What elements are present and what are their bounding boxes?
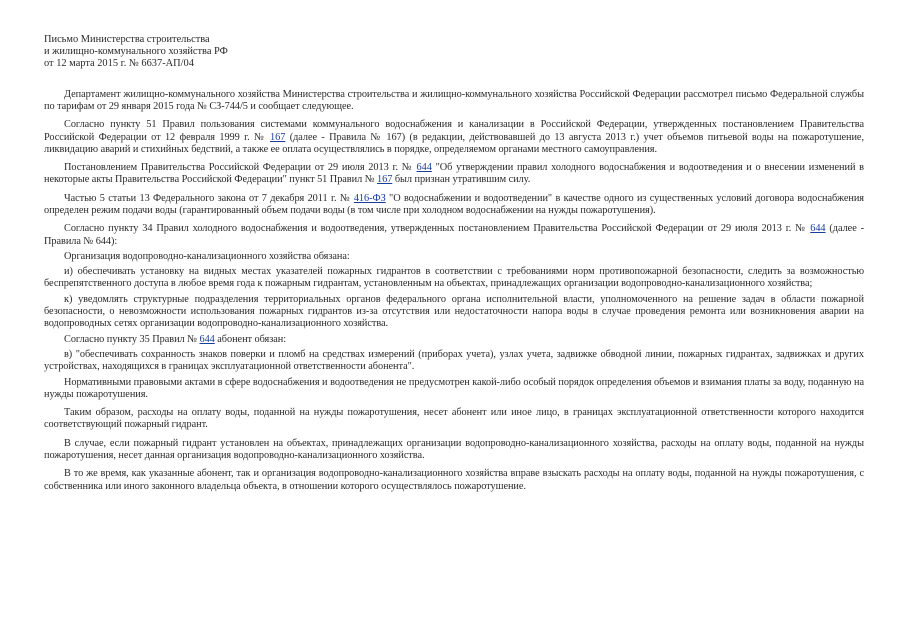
paragraph-2-text-a: Согласно пункту 51 Правил пользования системами коммунального водоснабжения и канализации в Российской Федерации, утвержденных постановлением Правительства Российской Федерации от 12 февраля 1999 г. №: [44, 119, 864, 143]
link-rules-644-p34[interactable]: 644: [810, 223, 826, 235]
paragraph-6: Организация водопроводно-канализационного хозяйства обязана:: [64, 250, 350, 262]
paragraph-4-text-a: Частью 5 статьи 13 Федерального закона от 7 декабря 2011 г. №: [64, 192, 354, 204]
paragraph-7: и) обеспечивать установку на видных местах указателей пожарных гидрантов в соответствии с требованиями норм противопожарной безопасности, следить за возможностью беспрепятственного доступа в любое время года к пожарным гидрантам, установленным на объектах, принадлежащих организации водопроводно-канализационного хозяйства;: [44, 266, 864, 290]
letter-header: [44, 34, 864, 71]
paragraph-4-text-b: "О водоснабжении и водоотведении" в качестве одного из существенных условий договора водоснабжения определен режим подачи воды (гарантированный объем подачи воды (в том числе при холодном водоснабжении на нужды пожаротушения).: [44, 192, 864, 216]
header-line-1: Письмо Министерства строительства: [44, 34, 210, 45]
paragraph-3: [44, 162, 864, 187]
paragraph-12: Таким образом, расходы на оплату воды, поданной на нужды пожаротушения, несет абонент или иное лицо, в границах эксплуатационной ответственности которого находится соответствующий пожарный гидрант.: [44, 407, 864, 431]
paragraph-5-text-b: (далее - Правила № 644):: [44, 223, 864, 247]
header-line-3: от 12 марта 2015 г. № 6637-АП/04: [44, 58, 194, 70]
paragraph-3-text-c: был признан утратившим силу.: [392, 174, 531, 186]
paragraph-8: к) уведомлять структурные подразделения территориальных органов федерального органа исполнительной власти, уполномоченного на решение задач в области пожарной безопасности, о невозможности использования пожарных гидрантов из-за отсутствия или недостаточности напора воды в случае проведения ремонта или возникновения аварии на водопроводных сетях организации водопроводно-канализационного хозяйства.: [44, 293, 864, 330]
paragraph-5: [44, 223, 864, 248]
paragraph-11: Нормативными правовыми актами в сфере водоснабжения и водоотведения не предусмотрен какой-либо особый порядок определения объемов и взимания платы за воду, поданную на нужды пожаротушения.: [44, 376, 864, 400]
paragraph-9-text-b: абонент обязан:: [214, 333, 287, 345]
link-rules-644[interactable]: 644: [416, 162, 432, 174]
paragraph-10: в) "обеспечивать сохранность знаков поверки и пломб на средствах измерений (приборах учета), узлах учета, задвижке обводной линии, пожарных гидрантах, задвижках и других устройствах, находящихся в границах эксплуатационной ответственности абонента".: [44, 348, 864, 373]
link-law-416[interactable]: 416-ФЗ: [353, 192, 386, 204]
paragraph-9-text-a: Согласно пункту 35 Правил №: [64, 333, 200, 345]
paragraph-13: В случае, если пожарный гидрант установлен на объектах, принадлежащих организации водопроводно-канализационного хозяйства, расходы на оплату воды, поданной на нужды пожаротушения, несет данная организация водопроводно-канализационного хозяйства.: [44, 437, 864, 462]
paragraph-1: Департамент жилищно-коммунального хозяйства Министерства строительства и жилищно-коммунального хозяйства Российской Федерации рассмотрел письмо Федеральной службы по тарифам от 29 января 2015 года № СЗ-744/5 и сообщает следующее.: [44, 88, 864, 112]
paragraph-5-text-a: Согласно пункту 34 Правил холодного водоснабжения и водоотведения, утвержденных постановлением Правительства Российской Федерации от 29 июля 2013 г. №: [64, 223, 811, 235]
paragraph-14: В то же время, как указанные абонент, так и организация водопроводно-канализационного хозяйства вправе взыскать расходы на оплату воды, поданной на нужды пожаротушения, с собственника или иного законного владельца объекта, в отношении которого осуществлялось пожаротушение.: [44, 468, 864, 492]
paragraph-3-text-a: Постановлением Правительства Российской Федерации от 29 июля 2013 г. №: [64, 162, 417, 174]
link-rules-167-second[interactable]: 167: [377, 174, 393, 186]
paragraph-2-text-b: (далее - Правила № 167) (в редакции, действовавшей до 13 августа 2013 г.) учет объемов питьевой воды на пожаротушение, ликвидацию аварий и стихийных бедствий, а также ее оплата осуществлялись в порядке, определяемом органами местного самоуправления.: [44, 131, 864, 155]
header-line-2: и жилищно-коммунального хозяйства РФ: [44, 46, 228, 58]
paragraph-9: [44, 334, 864, 346]
paragraph-2: [44, 119, 864, 156]
link-rules-167[interactable]: 167: [270, 131, 286, 143]
paragraph-3-text-b: "Об утверждении правил холодного водоснабжения и водоотведения и о внесении изменений в некоторые акты Правительства Российской Федерации" пункт 51 Правил №: [44, 162, 864, 186]
link-rules-644-p35[interactable]: 644: [199, 333, 215, 345]
paragraph-4: [44, 193, 864, 218]
